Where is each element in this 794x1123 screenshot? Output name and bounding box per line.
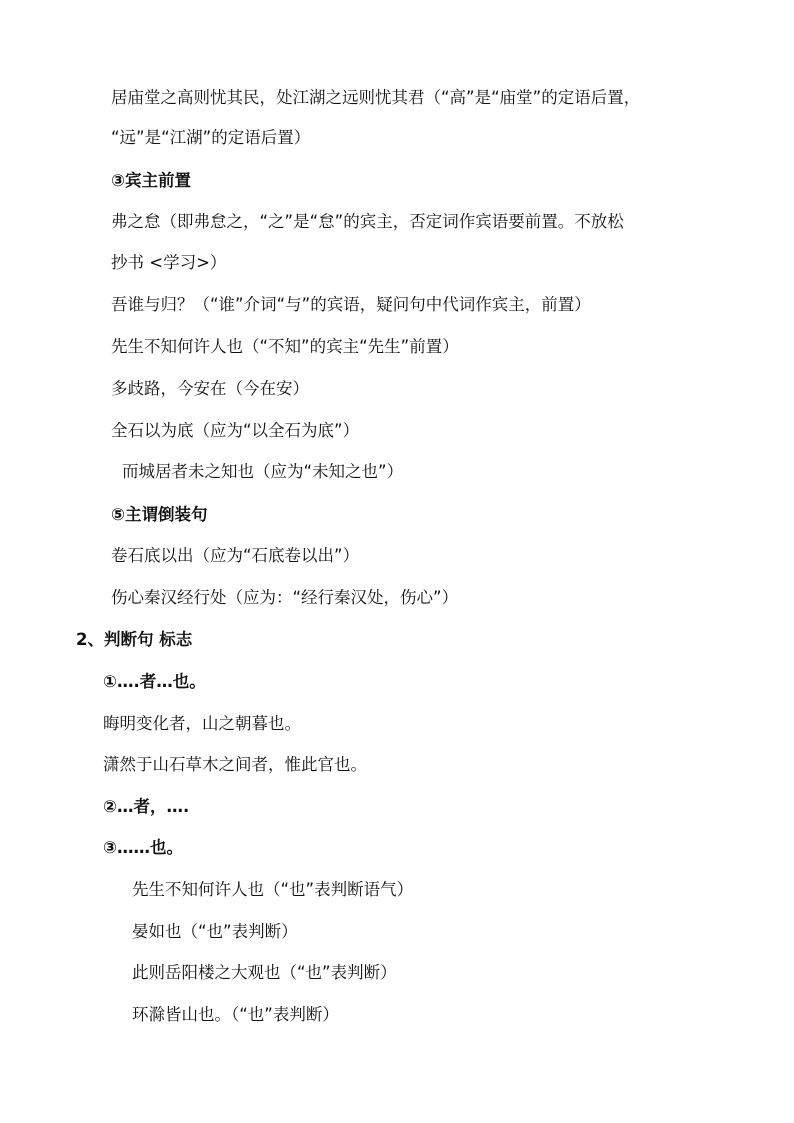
text-line: 环滁皆山也。（“也”表判断） xyxy=(132,1005,339,1024)
text-line: 此则岳阳楼之大观也（“也”表判断） xyxy=(132,963,397,982)
text-line: 全石以为底（应为“以全石为底”） xyxy=(111,421,360,440)
sub-heading: ②…者，…. xyxy=(103,797,190,816)
sub-heading: ③……也。 xyxy=(103,838,183,857)
text-line: 弗之怠（即弗怠之，“之”是“怠”的宾主，否定词作宾语要前置。不放松 xyxy=(111,212,624,231)
section-heading: ⑤主谓倒装句 xyxy=(111,505,208,524)
text-line: 吾谁与归？（“谁”介词“与”的宾语，疑问句中代词作宾主，前置） xyxy=(111,295,591,314)
text-line: 先生不知何许人也（“不知”的宾主“先生”前置） xyxy=(111,337,459,356)
text-line: 潇然于山石草木之间者，惟此官也。 xyxy=(103,755,367,774)
sub-heading: ①….者…也。 xyxy=(103,672,206,691)
section-heading: ③宾主前置 xyxy=(111,171,191,190)
text-line: 卷石底以出（应为“石底卷以出”） xyxy=(111,546,360,565)
text-line: 居庙堂之高则忧其民，处江湖之远则忧其君（“高”是“庙堂”的定语后置， xyxy=(111,88,641,107)
text-line: “远”是“江湖”的定语后置） xyxy=(111,128,311,147)
text-line: 伤心秦汉经行处（应为：“经行秦汉处，伤心”） xyxy=(111,588,459,607)
section-heading: 2、判断句 标志 xyxy=(76,630,193,649)
text-line: 抄书 <学习>） xyxy=(111,253,227,272)
text-line: 晦明变化者，山之朝暮也。 xyxy=(103,714,301,733)
text-line: 先生不知何许人也（“也”表判断语气） xyxy=(132,880,414,899)
text-line: 多歧路，今安在（今在安） xyxy=(111,379,309,398)
text-line: 晏如也（“也”表判断） xyxy=(132,922,298,941)
text-line: 而城居者未之知也（应为“未知之也”） xyxy=(122,462,404,481)
